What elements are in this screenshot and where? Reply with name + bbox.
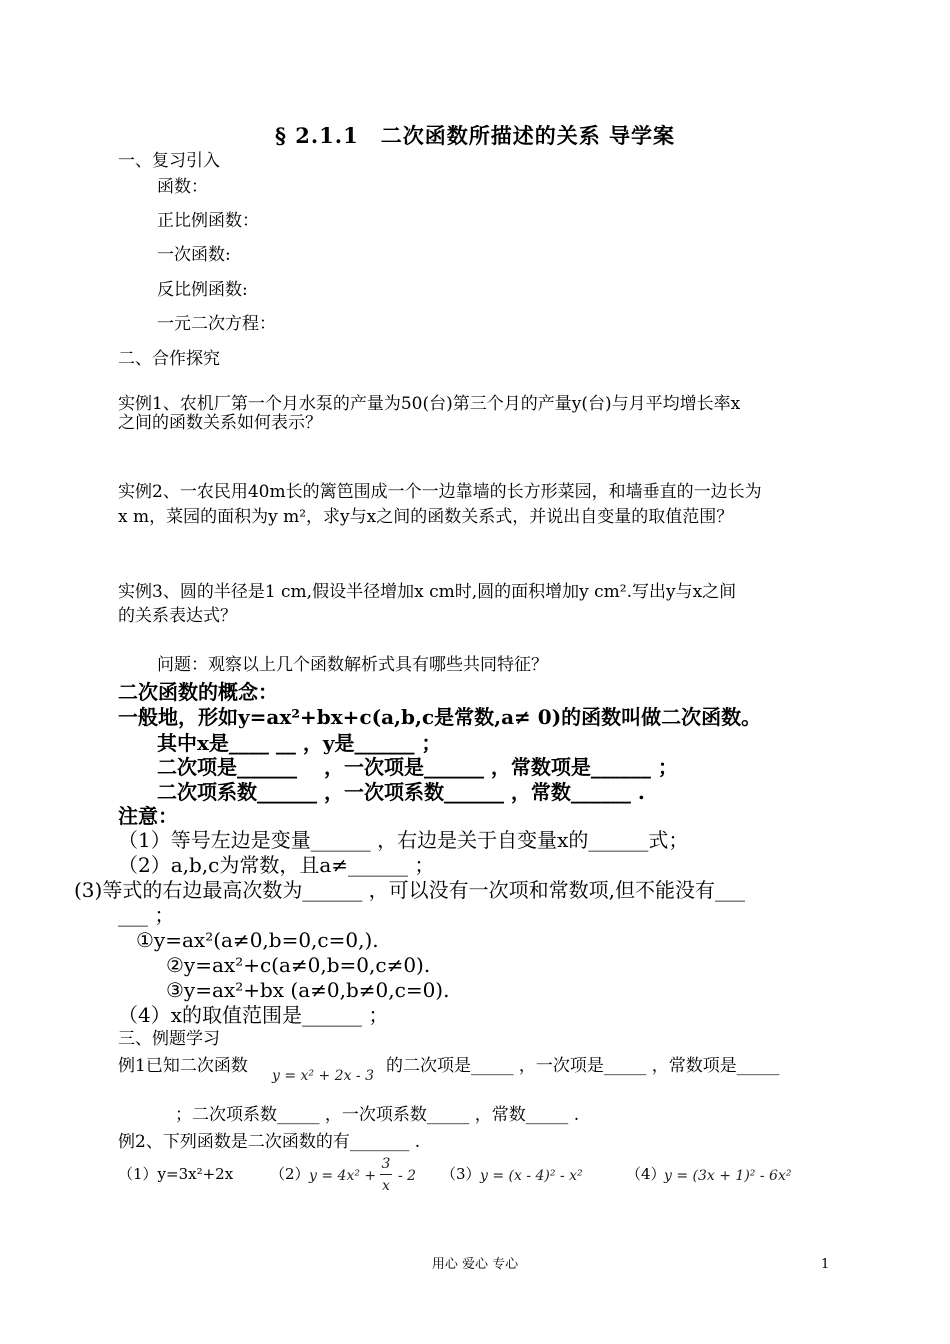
option-4-formula: y = (3x + 1)² - 6x² <box>664 1168 792 1184</box>
concept-line-terms: 二次项是______ ，一次项是______ ，常数项是______ ； <box>157 755 678 779</box>
note-3-line1: (3)等式的右边最高次数为______ ，可以没有一次项和常数项,但不能没有___ <box>74 878 746 902</box>
option-2-formula: y = 4x² + <box>309 1168 377 1184</box>
section-heading-review: 一、复习引入 <box>118 151 220 171</box>
example2-line1: 实例2、一农民用40m长的篱笆围成一个一边靠墙的长方形菜园，和墙垂直的一边长为 <box>118 482 762 502</box>
note-3-line2: ___ ； <box>118 903 175 927</box>
option-1: （1）y=3x²+2x <box>118 1165 234 1183</box>
note-case-1: ①y=ax²(a≠0,b=0,c=0,). <box>136 928 379 952</box>
note-case-2: ②y=ax²+c(a≠0,b=0,c≠0). <box>166 953 431 977</box>
option-4-label: （4） <box>626 1165 666 1183</box>
example2-line2: x m，菜园的面积为y m²，求y与x之间的函数关系式，并说出自变量的取值范围？ <box>118 507 734 527</box>
option-2-tail: - 2 <box>398 1168 417 1184</box>
section-heading-explore: 二、合作探究 <box>118 349 220 369</box>
note-1: （1）等号左边是变量______ ，右边是关于自变量x的______式； <box>118 828 689 852</box>
option-2-fraction-numerator: 3 <box>381 1156 391 1172</box>
example3-line2: 的关系表达式？ <box>118 606 237 626</box>
example-1-formula: y = x² + 2x - 3 <box>272 1068 375 1084</box>
review-item-proportional: 正比例函数： <box>157 211 259 231</box>
option-2-fraction-denominator: x <box>382 1178 390 1194</box>
question-text: 问题：观察以上几个函数解析式具有哪些共同特征？ <box>157 655 548 675</box>
note-case-3: ③y=ax²+bx (a≠0,b≠0,c=0). <box>166 978 450 1002</box>
example-1-prefix: 例1已知二次函数 <box>118 1056 248 1076</box>
concept-line-x-y: 其中x是____ __ ，y是______ ； <box>157 731 442 755</box>
footer-text: 用心 爱心 专心 <box>431 1257 519 1272</box>
concept-line-coefficients: 二次项系数______ ，一次项系数______ ，常数______ . <box>157 780 645 804</box>
example1-line1: 实例1、农机厂第一个月水泵的产量为50(台)第三个月的产量y(台)与月平均增长率x <box>118 394 741 414</box>
concept-heading: 二次函数的概念： <box>118 680 278 704</box>
option-2-label: （2） <box>270 1165 310 1183</box>
review-item-quadratic-equation: 一元二次方程： <box>157 314 276 334</box>
example3-line1: 实例3、圆的半径是1 cm,假设半径增加x cm时,圆的面积增加y cm².写出y与x之间 <box>118 582 737 602</box>
example-2-text: 例2、下列函数是二次函数的有_______ . <box>118 1132 421 1152</box>
page-title: § 2.1.1 二次函数所描述的关系 导学案 <box>274 123 676 148</box>
option-3-label: （3） <box>441 1165 481 1183</box>
example-1-line2: ；二次项系数_____ ，一次项系数_____ ，常数_____ . <box>175 1105 580 1125</box>
review-item-inverse: 反比例函数: <box>157 280 248 300</box>
option-3-formula: y = (x - 4)² - x² <box>480 1168 583 1184</box>
page-number: 1 <box>821 1257 830 1272</box>
note-4: （4）x的取值范围是______ ； <box>118 1003 389 1027</box>
example1-line2: 之间的函数关系如何表示？ <box>118 413 322 433</box>
concept-definition: 一般地，形如y=ax²+bx+c(a,b,c是常数,a≠ 0)的函数叫做二次函数。 <box>118 705 762 729</box>
note-2: （2）a,b,c为常数，且a≠______ ； <box>118 853 435 877</box>
option-2-fraction-bar <box>380 1174 392 1175</box>
review-item-function: 函数： <box>157 177 208 197</box>
section-heading-examples: 三、例题学习 <box>118 1029 220 1049</box>
notes-heading: 注意： <box>118 804 178 828</box>
example-1-suffix: 的二次项是_____ ，一次项是_____ ，常数项是_____ <box>386 1056 780 1076</box>
review-item-linear: 一次函数: <box>157 245 231 265</box>
